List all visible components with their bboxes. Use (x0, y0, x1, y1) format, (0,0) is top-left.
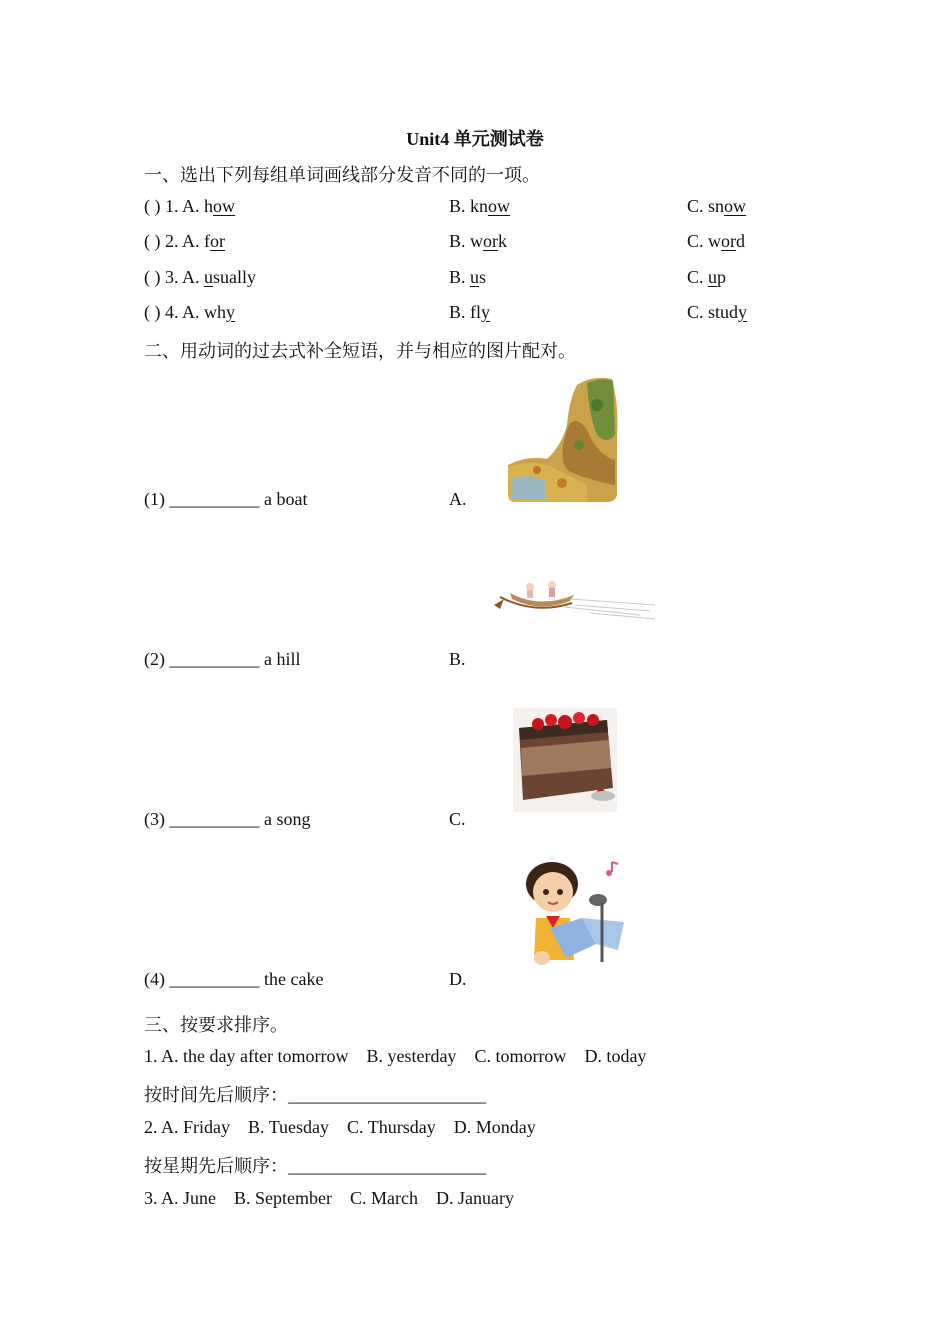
order-question-2 (144, 1117, 536, 1138)
answer-prompt: 按时间先后顺序： (144, 1085, 288, 1105)
question-number: 4. (165, 302, 179, 322)
option-b-underlined: u (470, 267, 480, 287)
option-c-underlined: ow (724, 196, 747, 216)
option: B. Tuesday (248, 1117, 330, 1137)
answer-paren[interactable]: ( ) (144, 231, 161, 251)
option-b-underlined: ow (488, 196, 511, 216)
option-b-text: B. fl (449, 302, 482, 322)
question-stem (144, 267, 256, 288)
item-number: (1) (144, 489, 165, 509)
cake-image (513, 708, 617, 812)
option: B. September (234, 1188, 332, 1208)
question-stem (144, 231, 225, 252)
order-answer-1 (144, 1081, 486, 1107)
question-number: 3. (165, 267, 179, 287)
picture-letter: D. (449, 969, 467, 989)
option-b-rest: s (479, 267, 487, 287)
option-b (449, 302, 490, 323)
option-c-rest: p (717, 267, 727, 287)
option-a-rest: sually (213, 267, 257, 287)
option-c (687, 302, 747, 323)
option-a-underlined: or (210, 231, 226, 251)
option-c (687, 267, 726, 288)
page-title: Unit4 单元测试卷 (406, 129, 544, 149)
question-number: 1. (165, 196, 179, 216)
picture-letter: B. (449, 649, 466, 669)
option-b (449, 196, 510, 217)
item-number: (4) (144, 969, 165, 989)
option: A. June (161, 1188, 217, 1208)
answer-blank[interactable]: __________ (169, 489, 260, 509)
phrase-text: a boat (264, 489, 308, 509)
option-b-rest: k (498, 231, 508, 251)
option: B. yesterday (366, 1046, 457, 1066)
hill-image (507, 375, 619, 503)
option-c-underlined: or (721, 231, 737, 251)
option: C. tomorrow (474, 1046, 567, 1066)
answer-blank[interactable]: __________ (169, 649, 260, 669)
option-a-underlined: u (204, 267, 214, 287)
question-number: 1. (144, 1046, 158, 1066)
option: D. January (435, 1188, 514, 1208)
option-a-text: A. f (182, 231, 211, 251)
option: D. today (584, 1046, 647, 1066)
order-answer-2 (144, 1152, 486, 1178)
option-b-text: B. kn (449, 196, 489, 216)
option: C. March (350, 1188, 418, 1208)
order-question-1 (144, 1046, 646, 1067)
item-number: (3) (144, 809, 165, 829)
option-c-text: C. stud (687, 302, 739, 322)
question-number: 3. (144, 1188, 158, 1208)
section3-heading: 三、按要求排序。 (144, 1015, 288, 1035)
phrase-item (144, 649, 301, 670)
question-number: 2. (165, 231, 179, 251)
option-c-underlined: u (708, 267, 718, 287)
option-c-rest: d (736, 231, 746, 251)
option-c-text: C. (687, 267, 709, 287)
option-a-underlined: y (226, 302, 236, 322)
option-c-text: C. sn (687, 196, 725, 216)
option-b-text: B. (449, 267, 471, 287)
option-c (687, 196, 746, 217)
option-a-underlined: ow (213, 196, 236, 216)
option: D. Monday (453, 1117, 536, 1137)
option: A. Friday (161, 1117, 231, 1137)
option-b-underlined: y (481, 302, 491, 322)
phrase-text: a hill (264, 649, 301, 669)
question-stem (144, 302, 235, 323)
option-b (449, 231, 507, 252)
picture-letter: C. (449, 809, 466, 829)
phrase-item (144, 489, 307, 510)
answer-paren[interactable]: ( ) (144, 302, 161, 322)
phrase-text: the cake (264, 969, 324, 989)
section2-heading: 二、用动词的过去式补全短语，并与相应的图片配对。 (144, 341, 576, 361)
option: C. Thursday (347, 1117, 436, 1137)
phrase-text: a song (264, 809, 311, 829)
picture-letter: A. (449, 489, 467, 509)
phrase-item (144, 809, 311, 830)
item-number: (2) (144, 649, 165, 669)
question-stem (144, 196, 235, 217)
answer-blank[interactable]: __________ (169, 969, 260, 989)
answer-paren[interactable]: ( ) (144, 267, 161, 287)
answer-blank[interactable]: __________ (169, 809, 260, 829)
order-question-3 (144, 1188, 514, 1209)
phrase-item (144, 969, 323, 990)
option-c (687, 231, 745, 252)
option-c-text: C. w (687, 231, 722, 251)
section1-heading: 一、选出下列每组单词画线部分发音不同的一项。 (144, 165, 540, 185)
question-number: 2. (144, 1117, 158, 1137)
answer-prompt: 按星期先后顺序： (144, 1156, 288, 1176)
answer-blank[interactable]: ______________________ (288, 1156, 486, 1176)
option-b-underlined: or (483, 231, 499, 251)
option-c-underlined: y (738, 302, 748, 322)
option-a-text: A. h (182, 196, 214, 216)
option: A. the day after tomorrow (161, 1046, 349, 1066)
answer-blank[interactable]: ______________________ (288, 1085, 486, 1105)
option-a-text: A. wh (182, 302, 227, 322)
answer-paren[interactable]: ( ) (144, 196, 161, 216)
option-a-text: A. (182, 267, 205, 287)
singing-girl-image (520, 858, 632, 972)
option-b (449, 267, 486, 288)
boat-image (490, 575, 655, 625)
option-b-text: B. w (449, 231, 484, 251)
